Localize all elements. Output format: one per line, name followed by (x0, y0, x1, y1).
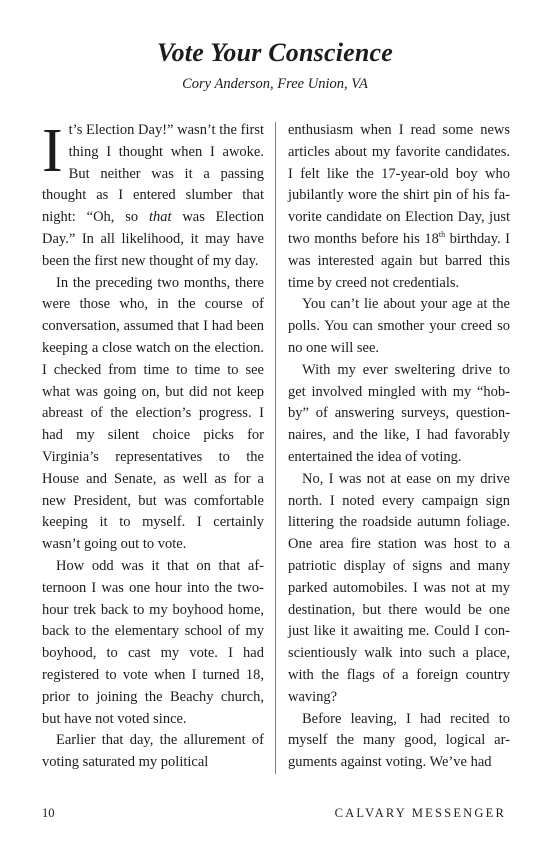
column-divider (275, 122, 276, 774)
page-footer (42, 806, 506, 826)
paragraph: Before leaving, I had recited to myself the many good, logical ar-guments against voting. We’ve had (288, 710, 510, 771)
paragraph: No, I was not at ease on my drive north. I noted every campaign sign littering the roadside autumn foliage. One area fire station was host to a patriotic display of signs and many parked automobiles. I was not at my destination, but there would be one just like it awaiting me. Could I con-scientiously walk into such a place, with the flags of a foreign country waving? (288, 470, 510, 705)
paragraph: With my ever sweltering drive to get involved mingled with my “hob-by” of answering surveys, question-naires, and the like, I had favorably entertained the idea of voting. (288, 361, 510, 465)
left-column (42, 117, 264, 774)
page-number: 10 (42, 806, 55, 820)
paragraph: How odd was it that on that af-ternoon I was one hour into the two-hour trek back to my boyhood home, back to the elementary school of my boyhood, to cast my vote. I had registered to vote when I turned 18, prior to joining the Beachy church, but have not voted since. (42, 557, 264, 727)
paragraph: You can’t lie about your age at the polls. You can smother your creed so no one will see. (288, 296, 510, 356)
paragraph: enthusiasm when I read some news articles about my favorite candidates. I felt like the 17-year-old boy who jubilantly wore the shirt pin of his fa-vorite candidate on Election Day, just two months before his 18th birthday. I was interested again but barred this time by creed not credentials. (288, 122, 510, 291)
running-head: CALVARY MESSENGER (334, 806, 506, 820)
article-byline: Cory Anderson, Free Union, VA (182, 76, 368, 92)
drop-cap: I (42, 117, 63, 185)
right-column (288, 120, 510, 774)
article-title: Vote Your Conscience (156, 38, 394, 67)
paragraph: Earlier that day, the allurement of voting saturated my political (42, 732, 264, 771)
paragraph: It’s Election Day!” wasn’t the first thing I thought when I awoke. But neither was it a passing thought as I entered slumber that night: “Oh, so that was Election Day.” In all likelihood, it may have been the first new thought of my day. (42, 117, 264, 269)
paragraph: In the preceding two months, there were those who, in the course of conversation, assumed that I had been keeping a close watch on the election. I checked from time to time to see what was going on, but did not keep abreast of the election’s progress. I had my silent choice picks for Virginia’s representatives to the House and Senate, as well as for a new President, but was comfortable keeping it to myself. I certainly wasn’t going out to vote. (42, 274, 264, 553)
